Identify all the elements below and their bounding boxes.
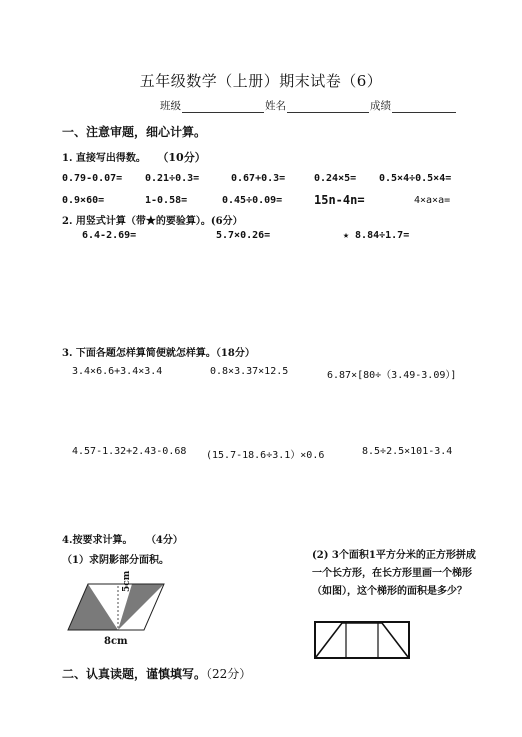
- q1-r1-c2: 0.21÷0.3=: [145, 173, 200, 184]
- section2-heading: [62, 665, 251, 682]
- q2-item-2: 5.7×0.26=: [216, 230, 271, 241]
- q4-points: （4分）: [145, 535, 183, 546]
- q1-r1-c5: 0.5×4÷0.5×4=: [379, 173, 452, 184]
- class-label: 班级: [160, 100, 181, 112]
- q3-r2-c1: 4.57-1.32+2.43-0.68: [72, 446, 187, 457]
- q1-label: 1. 直接写出得数。: [62, 153, 146, 164]
- q2-item-3: ★ 8.84÷1.7=: [343, 230, 410, 241]
- shaded-figure: [60, 580, 170, 634]
- q3-r2-c3: 8.5÷2.5×101-3.4: [362, 446, 453, 457]
- q2-item-1: 6.4-2.69=: [82, 230, 137, 241]
- q1-r2-c2: 1-0.58=: [145, 195, 188, 206]
- q1-heading: [62, 149, 206, 165]
- section1-heading: 一、注意审题，细心计算。: [62, 125, 207, 139]
- q3-r1-c3: 6.87×[80÷（3.49-3.09）]: [327, 370, 457, 381]
- q4-sub2: (2) 3个面积1平方分米的正方形拼成一个长方形，在长方形里画一个梯形（如图），这个梯形的面积是多少？: [312, 550, 476, 597]
- q1-r2-c1: 0.9×60=: [62, 195, 105, 206]
- score-label: 成绩: [370, 100, 391, 112]
- trapezoid-outline: [316, 623, 408, 657]
- page-title: 五年级数学（上册）期末试卷（6）: [139, 72, 383, 90]
- q4-label: 4.按要求计算。: [62, 535, 133, 546]
- q3-r2-c2: (15.7-18.6÷3.1）×0.6: [206, 450, 325, 461]
- q1-r2-c5: 4×a×a=: [414, 195, 451, 206]
- q1-r1-c4: 0.24×5=: [314, 173, 357, 184]
- q1-r2-c4: 15n-4n=: [314, 193, 365, 207]
- section2-label: 二、认真读题，谨慎填写。: [62, 667, 207, 681]
- student-info-row: [160, 98, 457, 113]
- q3-r1-c1: 3.4×6.6+3.4×3.4: [72, 366, 163, 377]
- shaded-triangle-left: [68, 584, 118, 630]
- section2-points: （22分）: [206, 667, 252, 681]
- q1-points: （10分）: [157, 151, 206, 164]
- width-label: 8cm: [104, 636, 128, 647]
- q3-heading: 3. 下面各题怎样算简便就怎样算。（18分）: [62, 348, 255, 359]
- q3-r1-c2: 0.8×3.37×12.5: [210, 366, 289, 377]
- trapezoid-figure: [314, 620, 410, 660]
- name-label: 姓名: [265, 100, 286, 112]
- height-label: 5cm: [122, 570, 132, 592]
- q2-heading: 2. 用竖式计算（带★的要验算）。(6分）: [62, 216, 243, 227]
- name-blank: [287, 101, 369, 113]
- class-blank: [182, 101, 264, 113]
- q1-r1-c1: 0.79-0.07=: [62, 173, 123, 184]
- score-blank: [392, 101, 456, 113]
- q4-heading: [62, 531, 183, 546]
- q4-sub1: （1）求阴影部分面积。: [62, 555, 169, 566]
- q1-r1-c3: 0.67+0.3=: [231, 173, 286, 184]
- q1-r2-c3: 0.45÷0.09=: [222, 195, 283, 206]
